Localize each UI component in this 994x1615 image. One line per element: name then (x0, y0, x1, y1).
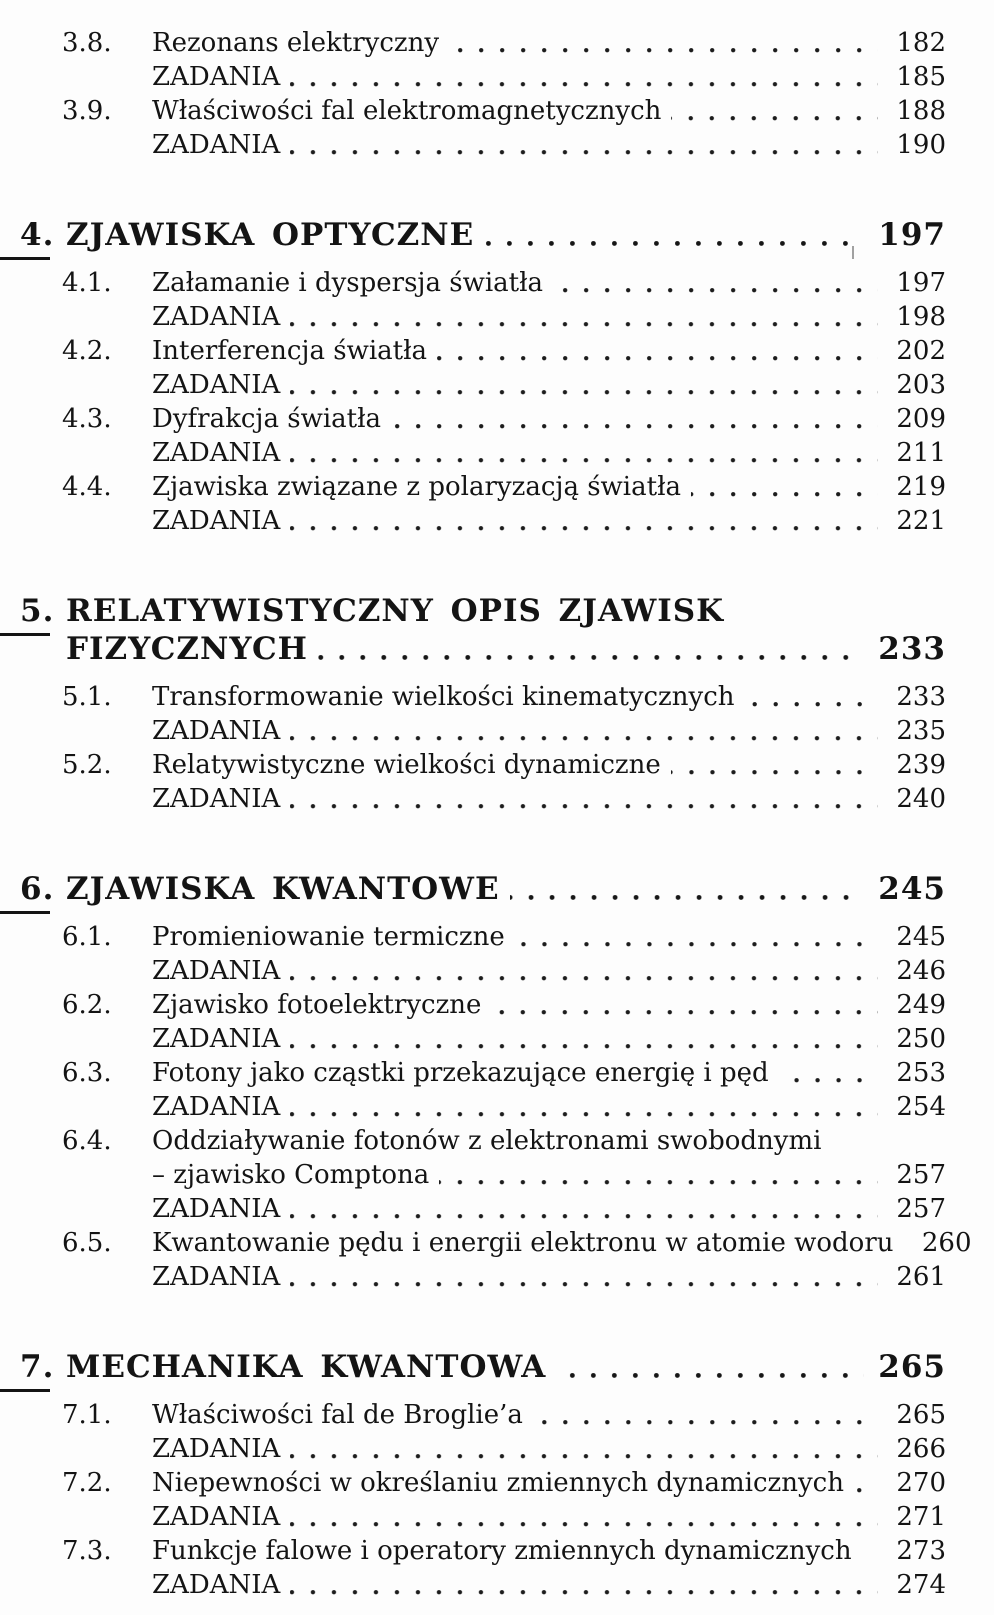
entry-title: ZADANIA (152, 1092, 281, 1122)
entry-title: ZJAWISKA KWANTOWE (66, 871, 500, 907)
entry-page: 249 (896, 990, 946, 1020)
entry-title: ZADANIA (152, 1024, 281, 1054)
entry-page: 182 (896, 28, 946, 58)
toc-row (62, 470, 946, 504)
entry-number: 6.3. (62, 1058, 112, 1088)
entry-page: 274 (896, 1570, 946, 1600)
dot-leader (290, 300, 878, 334)
entry-page: 265 (896, 1400, 946, 1430)
dot-leader (290, 782, 878, 816)
toc-row (62, 1500, 946, 1534)
entry-number: 6. (20, 870, 66, 908)
toc-row (20, 592, 946, 630)
dot-leader (510, 870, 865, 908)
toc-row (62, 1226, 972, 1260)
dot-leader (290, 436, 878, 470)
entry-page: 246 (896, 956, 946, 986)
entry-title: Promieniowanie termiczne (152, 922, 505, 952)
toc-row (62, 368, 946, 402)
entry-page: 188 (896, 96, 946, 126)
entry-title: ZADANIA (152, 1194, 281, 1224)
toc-row (62, 1466, 946, 1500)
toc-row (62, 1022, 946, 1056)
toc-row (62, 436, 946, 470)
dot-leader (290, 1192, 878, 1226)
entry-title: Właściwości fal de Broglie’a (152, 1400, 523, 1430)
entry-page: 197 (878, 217, 946, 253)
entry-number: 3.9. (62, 96, 112, 126)
toc-row (62, 1124, 946, 1158)
entry-title: ZADANIA (152, 62, 281, 92)
entry-title: ZADANIA (152, 1434, 281, 1464)
dot-leader (290, 714, 878, 748)
dot-leader (290, 1260, 878, 1294)
entry-title: FIZYCZNYCH (66, 631, 308, 667)
entry-number: 4.1. (62, 268, 112, 298)
entry-page: 245 (878, 871, 946, 907)
toc-row (62, 1260, 946, 1294)
dot-leader (854, 1466, 878, 1500)
scan-artifact (852, 246, 854, 259)
dot-leader (290, 1432, 878, 1466)
entry-page: 266 (896, 1434, 946, 1464)
entry-page: 185 (896, 62, 946, 92)
entry-page: 221 (896, 506, 946, 536)
dot-leader (439, 1158, 878, 1192)
entry-title: ZADANIA (152, 370, 281, 400)
entry-title: Kwantowanie pędu i energii elektronu w atomie wodoru (152, 1228, 894, 1258)
entry-page: 197 (896, 268, 946, 298)
toc-row (62, 60, 946, 94)
dot-leader (691, 470, 878, 504)
entry-title: ZADANIA (152, 784, 281, 814)
toc-row (62, 26, 946, 60)
entry-page: 239 (896, 750, 946, 780)
entry-number: 4.2. (62, 336, 112, 366)
dot-leader (290, 1022, 878, 1056)
entry-title: RELATYWISTYCZNY OPIS ZJAWISK (66, 593, 725, 629)
entry-title: MECHANIKA KWANTOWA (66, 1349, 547, 1385)
entry-title: Oddziaływanie fotonów z elektronami swobodnymi (152, 1126, 822, 1156)
toc-row (62, 1192, 946, 1226)
toc-row (62, 1568, 946, 1602)
entry-page: 257 (896, 1194, 946, 1224)
toc-row (62, 1432, 946, 1466)
entry-title: ZADANIA (152, 302, 281, 332)
dot-leader (318, 630, 864, 668)
entry-number: 6.2. (62, 990, 112, 1020)
entry-page: 233 (878, 631, 946, 667)
toc-row (62, 680, 946, 714)
entry-title: ZADANIA (152, 956, 281, 986)
toc-row (20, 216, 946, 254)
toc-row (62, 334, 946, 368)
toc-row (62, 504, 946, 538)
toc-row (62, 300, 946, 334)
dot-leader (484, 216, 864, 254)
entry-number: 7.1. (62, 1400, 112, 1430)
entry-page: 250 (896, 1024, 946, 1054)
entry-page: 203 (896, 370, 946, 400)
dot-leader (290, 504, 878, 538)
dot-leader (290, 954, 878, 988)
toc-row (62, 782, 946, 816)
entry-number: 6.1. (62, 922, 112, 952)
entry-page: 273 (896, 1536, 946, 1566)
entry-number: 5.1. (62, 682, 112, 712)
entry-title: Rezonans elektryczny (152, 28, 440, 58)
toc-row (20, 630, 946, 668)
entry-number: 3.8. (62, 28, 112, 58)
dot-leader (290, 128, 878, 162)
entry-title: Interferencja światła (152, 336, 428, 366)
entry-page: 265 (878, 1349, 946, 1385)
dot-leader (290, 368, 878, 402)
toc-row (62, 128, 946, 162)
dot-leader (437, 334, 878, 368)
entry-page: 240 (896, 784, 946, 814)
entry-page: 202 (896, 336, 946, 366)
toc-row (62, 954, 946, 988)
dot-leader (290, 1090, 878, 1124)
entry-page: 235 (896, 716, 946, 746)
dot-leader (533, 1398, 878, 1432)
entry-title: Fotony jako cząstki przekazujące energię i pęd (152, 1058, 769, 1088)
entry-number: 5. (20, 592, 66, 630)
entry-title: ZADANIA (152, 716, 281, 746)
entry-title: ZADANIA (152, 1570, 281, 1600)
entry-page: 219 (896, 472, 946, 502)
dot-leader (779, 1056, 878, 1090)
toc-row (62, 748, 946, 782)
entry-page: 260 (921, 1228, 972, 1258)
entry-title: ZJAWISKA OPTYCZNE (66, 217, 475, 253)
toc-row (62, 1158, 946, 1192)
toc-row (20, 870, 946, 908)
entry-title: ZADANIA (152, 438, 281, 468)
dot-leader (556, 1348, 864, 1386)
toc-row (62, 1090, 946, 1124)
entry-number: 7.3. (62, 1536, 112, 1566)
entry-title: ZADANIA (152, 1502, 281, 1532)
entry-number: 4. (20, 216, 66, 254)
toc-row (62, 920, 946, 954)
entry-page: 271 (896, 1502, 946, 1532)
dot-leader (449, 26, 878, 60)
entry-title: Niepewności w określaniu zmiennych dynamicznych (152, 1468, 844, 1498)
dot-leader (515, 920, 878, 954)
entry-page: 261 (896, 1262, 946, 1292)
entry-title: Zjawisko fotoelektryczne (152, 990, 482, 1020)
entry-page: 270 (896, 1468, 946, 1498)
entry-title: – zjawisko Comptona (152, 1160, 430, 1190)
dot-leader (391, 402, 878, 436)
entry-number: 4.4. (62, 472, 112, 502)
dot-leader (491, 988, 878, 1022)
entry-number: 7. (20, 1348, 66, 1386)
toc-row (62, 1056, 946, 1090)
entry-number: 6.5. (62, 1228, 112, 1258)
entry-page: 233 (896, 682, 946, 712)
toc-row (62, 266, 946, 300)
entry-title: ZADANIA (152, 1262, 281, 1292)
toc-row (62, 988, 946, 1022)
dot-leader (553, 266, 878, 300)
dot-leader (862, 1534, 878, 1568)
dot-leader (671, 94, 878, 128)
entry-page: 211 (896, 438, 946, 468)
toc-row (62, 94, 946, 128)
toc-row (62, 714, 946, 748)
dot-leader (290, 1568, 878, 1602)
entry-title: Funkcje falowe i operatory zmiennych dynamicznych (152, 1536, 852, 1566)
entry-number: 4.3. (62, 404, 112, 434)
dot-leader (745, 680, 879, 714)
entry-number: 6.4. (62, 1126, 112, 1156)
toc-row (62, 1398, 946, 1432)
entry-title: Relatywistyczne wielkości dynamiczne (152, 750, 661, 780)
dot-leader (290, 60, 878, 94)
entry-title: Właściwości fal elektromagnetycznych (152, 96, 662, 126)
dot-leader (671, 748, 878, 782)
entry-page: 209 (896, 404, 946, 434)
entry-title: ZADANIA (152, 130, 281, 160)
entry-page: 190 (896, 130, 946, 160)
entry-page: 254 (896, 1092, 946, 1122)
toc-row (20, 1348, 946, 1386)
entry-number: 7.2. (62, 1468, 112, 1498)
entry-title: Transformowanie wielkości kinematycznych (152, 682, 735, 712)
entry-title: Załamanie i dyspersja światła (152, 268, 544, 298)
entry-title: ZADANIA (152, 506, 281, 536)
toc-row (62, 1534, 946, 1568)
entry-title: Zjawiska związane z polaryzacją światła (152, 472, 682, 502)
toc-row (62, 402, 946, 436)
entry-number: 5.2. (62, 750, 112, 780)
entry-page: 253 (896, 1058, 946, 1088)
entry-page: 257 (896, 1160, 946, 1190)
dot-leader (290, 1500, 878, 1534)
entry-page: 198 (896, 302, 946, 332)
entry-title: Dyfrakcja światła (152, 404, 382, 434)
entry-page: 245 (896, 922, 946, 952)
